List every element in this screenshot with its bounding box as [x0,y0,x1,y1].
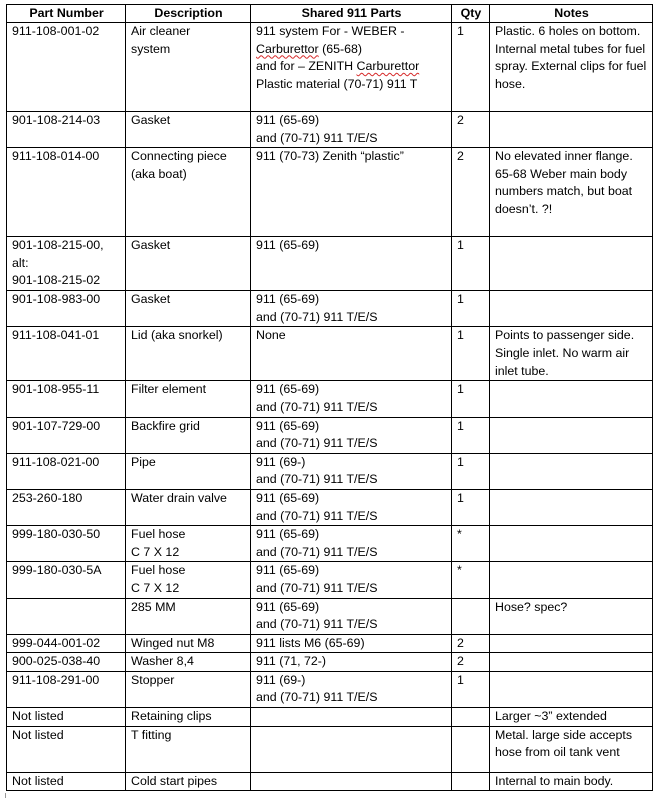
notes-cell [490,453,653,489]
shared-parts-cell: 911 (69-) and (70-71) 911 T/E/S [251,453,452,489]
part-number-cell [7,598,126,634]
table-row [7,327,653,381]
qty-cell [452,772,490,791]
notes-cell [490,417,653,453]
table-row [7,598,653,634]
notes-cell [490,381,653,417]
description-cell: T fitting [126,726,251,772]
description-cell: Gasket [126,112,251,148]
description-cell: Winged nut M8 [126,634,251,653]
shared-parts-cell: None [251,327,452,381]
header-row [7,5,653,23]
part-number-cell: 253-260-180 [7,489,126,525]
notes-cell [490,112,653,148]
part-number-cell: 901-108-214-03 [7,112,126,148]
table-row [7,417,653,453]
notes-cell: Internal to main body. [490,772,653,791]
part-number-cell: Not listed [7,772,126,791]
qty-cell: 1 [452,291,490,327]
notes-cell [490,291,653,327]
header-qty: Qty [452,5,490,23]
description-cell: Fuel hose C 7 X 12 [126,562,251,598]
description-cell: Water drain valve [126,489,251,525]
shared-line-4: Plastic material (70-71) 911 T [256,76,418,91]
description-cell: Pipe [126,453,251,489]
part-number-cell: 911-108-041-01 [7,327,126,381]
table-row [7,708,653,727]
qty-cell: 1 [452,453,490,489]
shared-parts-cell: 911 (65-69) and (70-71) 911 T/E/S [251,112,452,148]
description-cell: Retaining clips [126,708,251,727]
qty-cell: 2 [452,148,490,237]
shared-parts-cell: 911 lists M6 (65-69) [251,634,452,653]
table-row [7,453,653,489]
description-cell: Lid (aka snorkel) [126,327,251,381]
table-row [7,291,653,327]
part-number-cell: 999-180-030-5A [7,562,126,598]
table-row [7,148,653,237]
qty-cell [452,726,490,772]
shared-line-3-word: Carburettor [356,59,420,74]
shared-line-3-start: and for – ZENITH [256,59,357,74]
qty-cell: 2 [452,634,490,653]
part-number-cell: 911-108-291-00 [7,671,126,707]
notes-cell: No elevated inner flange. 65-68 Weber main body numbers match, but boat doesn’t. ?! [490,148,653,237]
table-row [7,237,653,291]
description-cell: Filter element [126,381,251,417]
notes-cell: Larger ~3” extended [490,708,653,727]
qty-cell: 1 [452,381,490,417]
table-row [7,653,653,672]
parts-table [6,4,653,791]
part-number-cell: 999-044-001-02 [7,634,126,653]
table-row [7,772,653,791]
shared-parts-cell-multiline [251,23,452,112]
qty-cell [452,598,490,634]
shared-parts-cell: 911 (65-69) and (70-71) 911 T/E/S [251,417,452,453]
shared-parts-cell: 911 (65-69) and (70-71) 911 T/E/S [251,291,452,327]
shared-parts-cell: 911 (65-69) and (70-71) 911 T/E/S [251,562,452,598]
part-number-cell: 900-025-038-40 [7,653,126,672]
qty-cell: 2 [452,653,490,672]
shared-parts-cell [251,772,452,791]
qty-cell: * [452,526,490,562]
header-description: Description [126,5,251,23]
qty-cell: 1 [452,23,490,112]
notes-cell [490,526,653,562]
shared-parts-cell: 911 (65-69) and (70-71) 911 T/E/S [251,526,452,562]
notes-cell [490,562,653,598]
description-cell: Gasket [126,237,251,291]
description-cell: Connecting piece (aka boat) [126,148,251,237]
qty-cell: 1 [452,489,490,525]
description-cell: Air cleaner system [126,23,251,112]
shared-line-2-word: Carburettor [256,41,319,56]
shared-parts-cell: 911 (65-69) and (70-71) 911 T/E/S [251,381,452,417]
table-row [7,23,653,112]
shared-parts-cell: 911 (70-73) Zenith “plastic” [251,148,452,237]
table-row [7,562,653,598]
shared-line-1: 911 system For - WEBER - [256,24,405,38]
qty-cell: 1 [452,237,490,291]
part-number-cell: 911-108-021-00 [7,453,126,489]
shared-parts-cell [251,708,452,727]
shared-parts-cell: 911 (65-69) [251,237,452,291]
notes-cell: Hose? spec? [490,598,653,634]
description-cell: Backfire grid [126,417,251,453]
part-number-cell: Not listed [7,708,126,727]
notes-cell [490,489,653,525]
description-cell: Fuel hose C 7 X 12 [126,526,251,562]
table-row [7,526,653,562]
table-row [7,112,653,148]
shared-line-2-rest: (65-68) [318,41,363,56]
table-row [7,726,653,772]
notes-cell [490,634,653,653]
qty-cell: 1 [452,417,490,453]
shared-parts-cell: 911 (71, 72-) [251,653,452,672]
page-corner-mark [0,793,6,798]
part-number-cell: 911-108-014-00 [7,148,126,237]
shared-parts-cell [251,726,452,772]
notes-cell: Metal. large side accepts hose from oil tank vent [490,726,653,772]
shared-parts-cell: 911 (65-69) and (70-71) 911 T/E/S [251,489,452,525]
part-number-cell: 901-108-983-00 [7,291,126,327]
header-notes: Notes [490,5,653,23]
part-number-cell: 901-108-215-00, alt: 901-108-215-02 [7,237,126,291]
table-row [7,489,653,525]
notes-cell: Points to passenger side. Single inlet. No warm air inlet tube. [490,327,653,381]
notes-cell [490,653,653,672]
description-cell: Cold start pipes [126,772,251,791]
qty-cell: 1 [452,671,490,707]
part-number-cell: 901-108-955-11 [7,381,126,417]
shared-parts-cell: 911 (69-) and (70-71) 911 T/E/S [251,671,452,707]
shared-parts-cell: 911 (65-69) and (70-71) 911 T/E/S [251,598,452,634]
description-cell: Gasket [126,291,251,327]
header-part-number: Part Number [7,5,126,23]
notes-cell: Plastic. 6 holes on bottom. Internal metal tubes for fuel spray. External clips for fuel hose. [490,23,653,112]
part-number-cell: 901-107-729-00 [7,417,126,453]
notes-cell [490,671,653,707]
part-number-cell: 999-180-030-50 [7,526,126,562]
table-row [7,381,653,417]
qty-cell: 2 [452,112,490,148]
part-number-cell: 911-108-001-02 [7,23,126,112]
table-row [7,634,653,653]
part-number-cell: Not listed [7,726,126,772]
description-cell: Stopper [126,671,251,707]
header-shared-911-parts: Shared 911 Parts [251,5,452,23]
description-cell: 285 MM [126,598,251,634]
qty-cell [452,708,490,727]
notes-cell [490,237,653,291]
description-cell: Washer 8,4 [126,653,251,672]
qty-cell: * [452,562,490,598]
qty-cell: 1 [452,327,490,381]
table-row [7,671,653,707]
